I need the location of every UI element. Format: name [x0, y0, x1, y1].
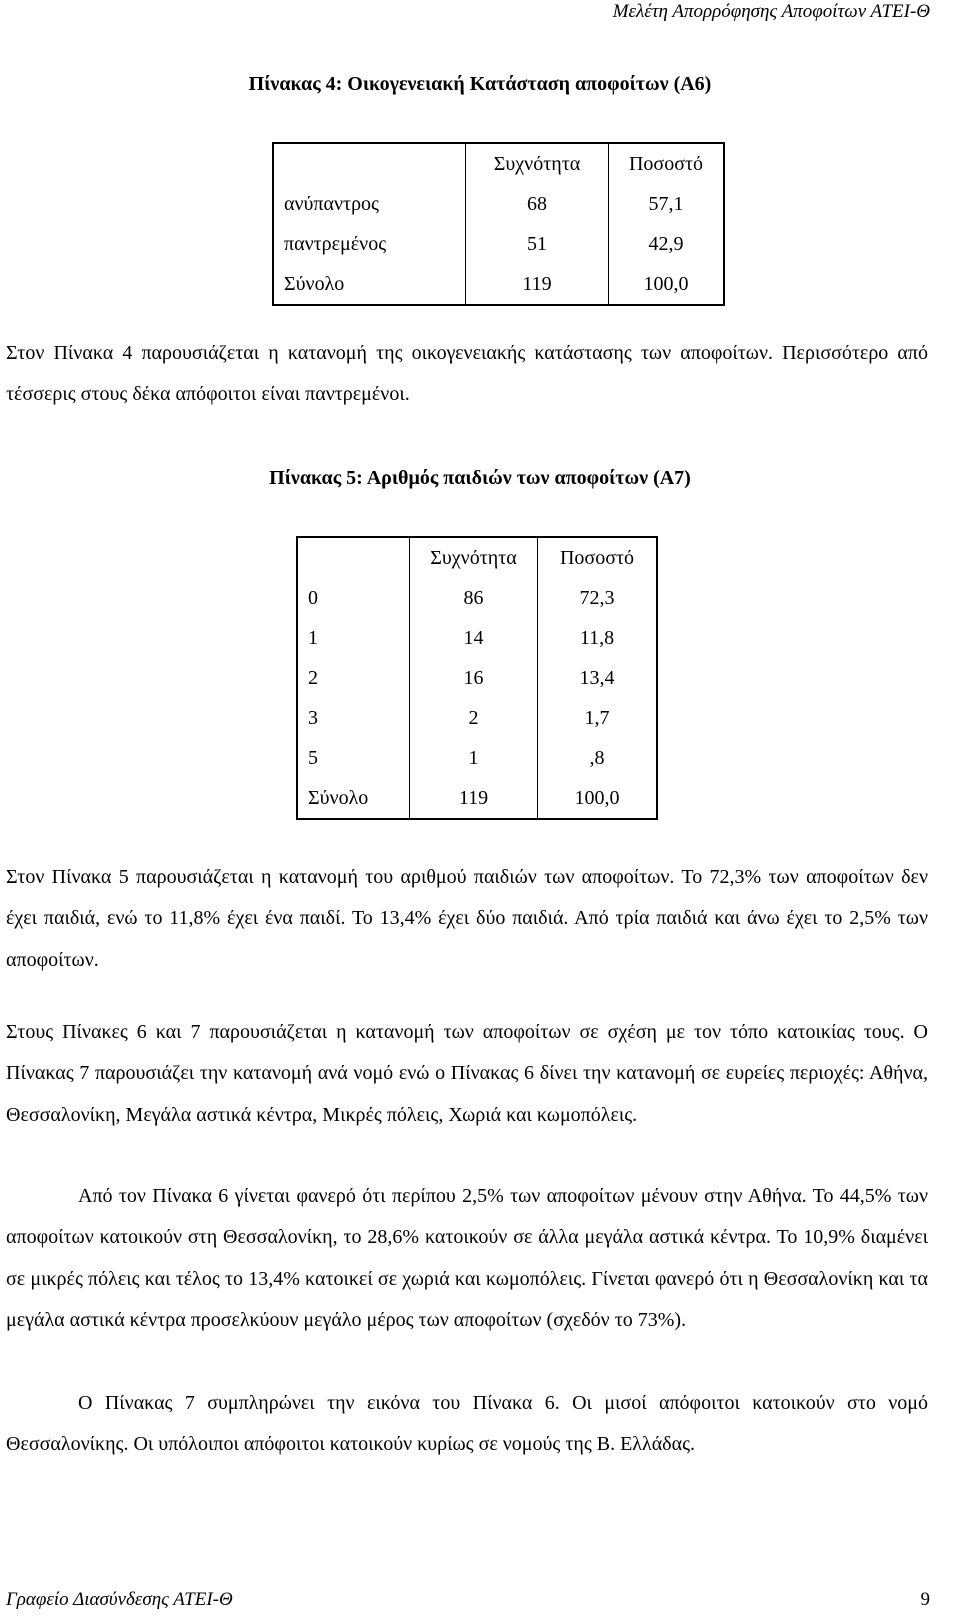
table-row	[297, 618, 657, 658]
table-cell: 57,1	[648, 192, 684, 215]
table-cell: 16	[410, 658, 538, 698]
table-row	[273, 184, 724, 224]
table-cell: 0	[297, 578, 410, 618]
table-cell: ανύπαντρος	[273, 184, 466, 224]
table-cell: 51	[466, 224, 609, 264]
paragraph-residence-intro: Στους Πίνακες 6 και 7 παρουσιάζεται η κατανομή των αποφοίτων σε σχέση με τον τόπο κατοικίας τους. Ο Πίνακας 7 παρουσιάζει την κατανομή ανά νομό ενώ ο Πίνακας 6 δίνει την κατανομή σε ευρείες περιοχές: Αθήνα, Θεσσαλονίκη, Μεγάλα αστικά κέντρα, Μικρές πόλεις, Χωριά και κωμοπόλεις.	[6, 1021, 928, 1126]
table-cell: 100,0	[574, 786, 620, 809]
table-cell: 1	[410, 738, 538, 778]
table-header-cell: Ποσοστό	[628, 152, 704, 175]
table-cell: 72,3	[579, 586, 615, 609]
running-header: Μελέτη Απορρόφησης Αποφοίτων ΑΤΕΙ-Θ	[612, 1, 930, 22]
table-cell: 119	[466, 264, 609, 305]
table-cell: 11,8	[579, 626, 615, 649]
table-row	[273, 224, 724, 264]
table-cell: 2	[410, 698, 538, 738]
table-cell: Σύνολο	[273, 264, 466, 305]
table-row	[297, 778, 657, 819]
table-header-cell: Ποσοστό	[559, 546, 635, 569]
table-cell: 42,9	[648, 232, 684, 255]
table-cell: 119	[410, 778, 538, 819]
table5-number-of-children	[296, 536, 658, 820]
table-header-row	[273, 143, 724, 184]
table-cell: 13,4	[579, 666, 615, 689]
table-header-row	[297, 537, 657, 578]
table-cell: 86	[410, 578, 538, 618]
table4-marital-status	[272, 142, 725, 306]
table5-caption: Πίνακας 5: Αριθμός παιδιών των αποφοίτων (Α7)	[269, 467, 691, 489]
table-cell: 100,0	[643, 272, 689, 295]
table-header-cell: Συχνότητα	[466, 143, 609, 184]
paragraph-residence-table6: Από τον Πίνακα 6 γίνεται φανερό ότι περίπου 2,5% των αποφοίτων μένουν στην Αθήνα. Το 44,5% των αποφοίτων κατοικούν στη Θεσσαλονίκη, το 28,6% κατοικούν σε άλλα μεγάλα αστικά κέντρα. Το 10,9% διαμένει σε μικρές πόλεις και τέλος το 13,4% κατοικεί σε χωριά και κωμοπόλεις. Γίνεται φανερό ότι η Θεσσαλονίκη και τα μεγάλα αστικά κέντρα προσελκύουν μεγάλο μέρος των αποφοίτων (σχεδόν το 73%).	[6, 1185, 928, 1331]
table-cell: παντρεμένος	[273, 224, 466, 264]
page-number: 9	[920, 1589, 930, 1610]
table-header-cell	[297, 537, 410, 578]
table-row	[297, 658, 657, 698]
table-header-cell: Συχνότητα	[410, 537, 538, 578]
table-row	[273, 264, 724, 305]
table-row	[297, 698, 657, 738]
table-cell: 68	[466, 184, 609, 224]
table-cell: ,8	[589, 746, 605, 769]
table-cell: 5	[297, 738, 410, 778]
table-cell: 14	[410, 618, 538, 658]
table-row	[297, 738, 657, 778]
table-row	[297, 578, 657, 618]
paragraph-residence-table7: Ο Πίνακας 7 συμπληρώνει την εικόνα του Πίνακα 6. Οι μισοί απόφοιτοι κατοικούν στο νομό Θεσσαλονίκης. Οι υπόλοιποι απόφοιτοι κατοικούν κυρίως σε νομούς της Β. Ελλάδας.	[6, 1392, 928, 1456]
table4-caption: Πίνακας 4: Οικογενειακή Κατάσταση αποφοίτων (Α6)	[248, 73, 712, 95]
table-cell: Σύνολο	[297, 778, 410, 819]
table-cell: 1	[297, 618, 410, 658]
paragraph-children: Στον Πίνακα 5 παρουσιάζεται η κατανομή του αριθμού παιδιών των αποφοίτων. Το 72,3% των αποφοίτων δεν έχει παιδιά, ενώ το 11,8% έχει ένα παιδί. Το 13,4% έχει δύο παιδιά. Από τρία παιδιά και άνω έχει το 2,5% των αποφοίτων.	[6, 866, 928, 971]
paragraph-marital-status: Στον Πίνακα 4 παρουσιάζεται η κατανομή της οικογενειακής κατάστασης των αποφοίτων. Περισσότερο από τέσσερις στους δέκα απόφοιτοι είναι παντρεμένοι.	[6, 342, 928, 406]
footer-office: Γραφείο Διασύνδεσης ΑΤΕΙ-Θ	[6, 1589, 233, 1610]
table-cell: 2	[297, 658, 410, 698]
table-header-cell	[273, 143, 466, 184]
table-cell: 3	[297, 698, 410, 738]
table-cell: 1,7	[584, 706, 610, 729]
